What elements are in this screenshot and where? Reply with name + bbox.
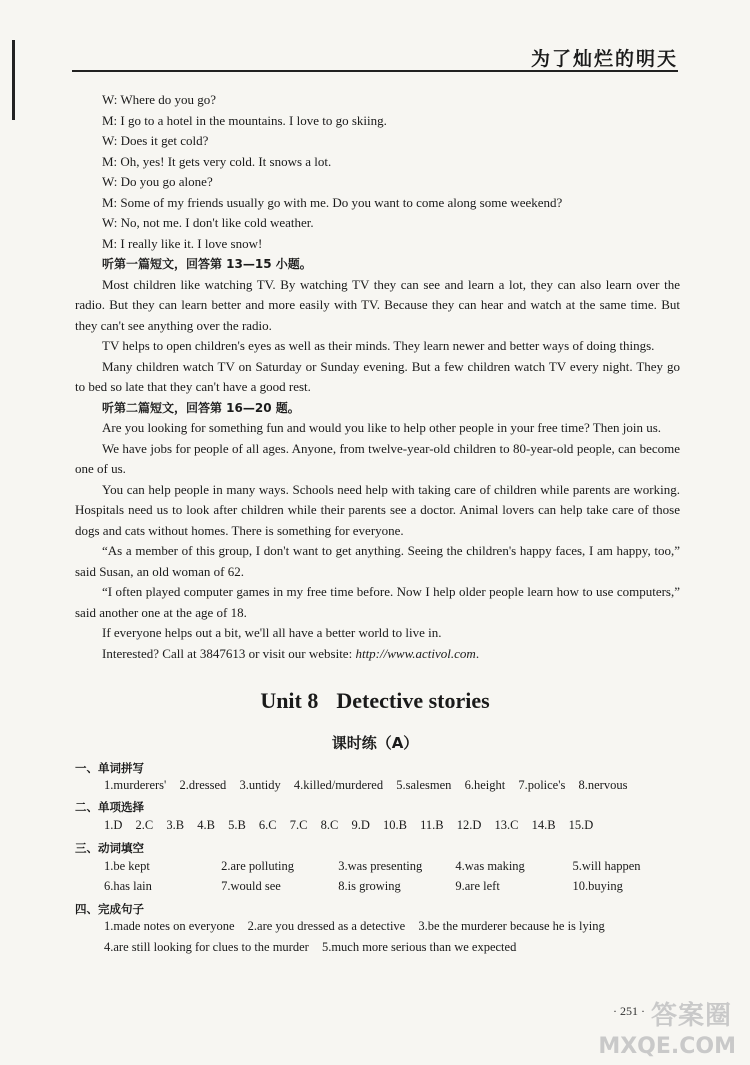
- answer-item: 9.are left: [455, 879, 500, 893]
- unit-name: Detective stories: [336, 688, 490, 713]
- answer-item: 10.B: [382, 818, 407, 832]
- answer-item: 4.was making: [455, 859, 525, 873]
- dialogue-line: W: Where do you go?: [102, 92, 217, 107]
- page-header-title: 为了灿烂的明天: [530, 48, 678, 70]
- answer-item: 1.D: [104, 818, 123, 832]
- dialogue-line: W: Does it get cold?: [102, 133, 209, 148]
- verb-answers-row2: [104, 879, 687, 894]
- answer-item: 9.D: [351, 818, 370, 832]
- passage2-paragraph: “I often played computer games in my free time before. Now I help older people learn how to use computers,” said another one at the age of 18.: [75, 584, 680, 620]
- answer-item: 1.made notes on everyone: [104, 919, 235, 933]
- header-rule: [72, 70, 678, 72]
- answer-item: 6.height: [464, 778, 506, 792]
- answer-item: 3.untidy: [239, 778, 281, 792]
- answer-item: 2.C: [135, 818, 154, 832]
- watermark-url: MXQE.COM: [598, 1034, 736, 1059]
- dialogue-line: M: Oh, yes! It gets very cold. It snows a lot.: [102, 153, 332, 169]
- website-link[interactable]: http://www.activol.com: [355, 645, 476, 661]
- answer-item: 13.C: [494, 818, 519, 832]
- passage1-paragraph: Many children watch TV on Saturday or Sunday evening. But a few children watch TV every night. They go to bed so late that they can't have a good rest.: [75, 358, 680, 394]
- answer-item: 2.are polluting: [221, 859, 295, 873]
- binding-mark: [12, 40, 15, 120]
- section-heading-sentences: 四、完成句子: [75, 902, 144, 916]
- passage1-heading: 听第一篇短文，回答第 13—15 小题。: [102, 257, 312, 271]
- lesson-title: 课时练（A）: [331, 734, 419, 752]
- answer-item: 4.killed/murdered: [293, 778, 384, 792]
- passage2-paragraph: “As a member of this group, I don't want to get anything. Seeing the children's happy faces, I am happy, too,” said Susan, an old woman of 62.: [75, 543, 680, 579]
- section-heading-choice: 二、单项选择: [75, 800, 144, 814]
- answer-item: 5.B: [228, 818, 246, 832]
- verb-answers-row1: [104, 859, 687, 874]
- dialogue-line: M: I go to a hotel in the mountains. I love to go skiing.: [102, 112, 387, 128]
- passage2-heading: 听第二篇短文，回答第 16—20 题。: [102, 400, 300, 415]
- dialogue-line: M: I really like it. I love snow!: [102, 235, 263, 251]
- answer-item: 12.D: [456, 818, 482, 832]
- dialogue-line: W: Do you go alone?: [102, 174, 213, 189]
- unit-number: Unit 8: [260, 688, 319, 713]
- contact-line: [75, 644, 680, 665]
- answer-item: 15.D: [568, 818, 594, 832]
- passage1-paragraph: TV helps to open children's eyes as well as their minds. They learn newer and better ways of doing things.: [102, 338, 655, 353]
- choice-answers: [104, 818, 603, 833]
- answer-item: 1.murderers': [104, 778, 167, 792]
- answer-item: 5.much more serious than we expected: [321, 940, 517, 954]
- contact-period: .: [475, 645, 480, 661]
- answer-item: 6.C: [258, 818, 277, 832]
- answer-item: 7.C: [289, 818, 308, 832]
- section-heading-spelling: 一、单词拼写: [75, 761, 144, 775]
- passage2-paragraph: If everyone helps out a bit, we'll all have a better world to live in.: [102, 625, 442, 640]
- answer-item: 6.has lain: [104, 879, 152, 893]
- answer-item: 8.is growing: [338, 879, 401, 893]
- answer-item: 4.B: [197, 818, 215, 832]
- answer-item: 8.C: [320, 818, 339, 832]
- answer-item: 2.dressed: [179, 778, 227, 792]
- passage2-paragraph: We have jobs for people of all ages. Anyone, from twelve-year-old children to 80-year-old people, can become one of us.: [75, 440, 680, 476]
- answer-item: 1.be kept: [104, 859, 150, 873]
- answer-item: 7.would see: [221, 879, 281, 893]
- answer-item: 7.police's: [518, 778, 566, 792]
- answer-item: 5.salesmen: [396, 778, 452, 792]
- passage2-paragraph: You can help people in many ways. Schools need help with taking care of children while parents are working. Hospitals need us to look after children while their parents see a doctor. Animal lovers can help take care of those dogs and cats without homes. There is something for everyone.: [75, 481, 680, 538]
- section-heading-verbs: 三、动词填空: [75, 841, 144, 855]
- answer-item: 11.B: [420, 818, 444, 832]
- sentence-answers-row1: [104, 919, 615, 934]
- answer-item: 3.was presenting: [338, 859, 423, 873]
- answer-item: 2.are you dressed as a detective: [247, 919, 406, 933]
- watermark-logo: 答案圈: [650, 1001, 732, 1031]
- answer-item: 3.be the murderer because he is lying: [418, 919, 605, 933]
- spelling-answers: [104, 778, 637, 793]
- dialogue-line: M: Some of my friends usually go with me. Do you want to come along some weekend?: [102, 194, 563, 210]
- answer-item: 5.will happen: [572, 859, 641, 873]
- unit-title: [0, 688, 750, 714]
- answer-item: 4.are still looking for clues to the murder: [104, 940, 309, 954]
- answer-item: 14.B: [531, 818, 556, 832]
- passage1-paragraph: Most children like watching TV. By watching TV they can see and learn a lot, they can also learn over the radio. But they can learn better and more easily with TV. Because they can hear and watch at the same time. But they can't see anything over the radio.: [75, 276, 680, 333]
- sentence-answers-row2: [104, 940, 526, 955]
- answer-item: 10.buying: [572, 879, 623, 893]
- answer-item: 3.B: [166, 818, 185, 832]
- passage2-paragraph: Are you looking for something fun and would you like to help other people in your free time? Then join us.: [102, 420, 662, 435]
- page-number: · 251 ·: [613, 1004, 645, 1018]
- dialogue-line: W: No, not me. I don't like cold weather.: [102, 215, 314, 230]
- contact-text: Interested? Call at 3847613 or visit our website:: [102, 645, 356, 661]
- answer-item: 8.nervous: [578, 778, 628, 792]
- listening-transcript: [75, 90, 680, 664]
